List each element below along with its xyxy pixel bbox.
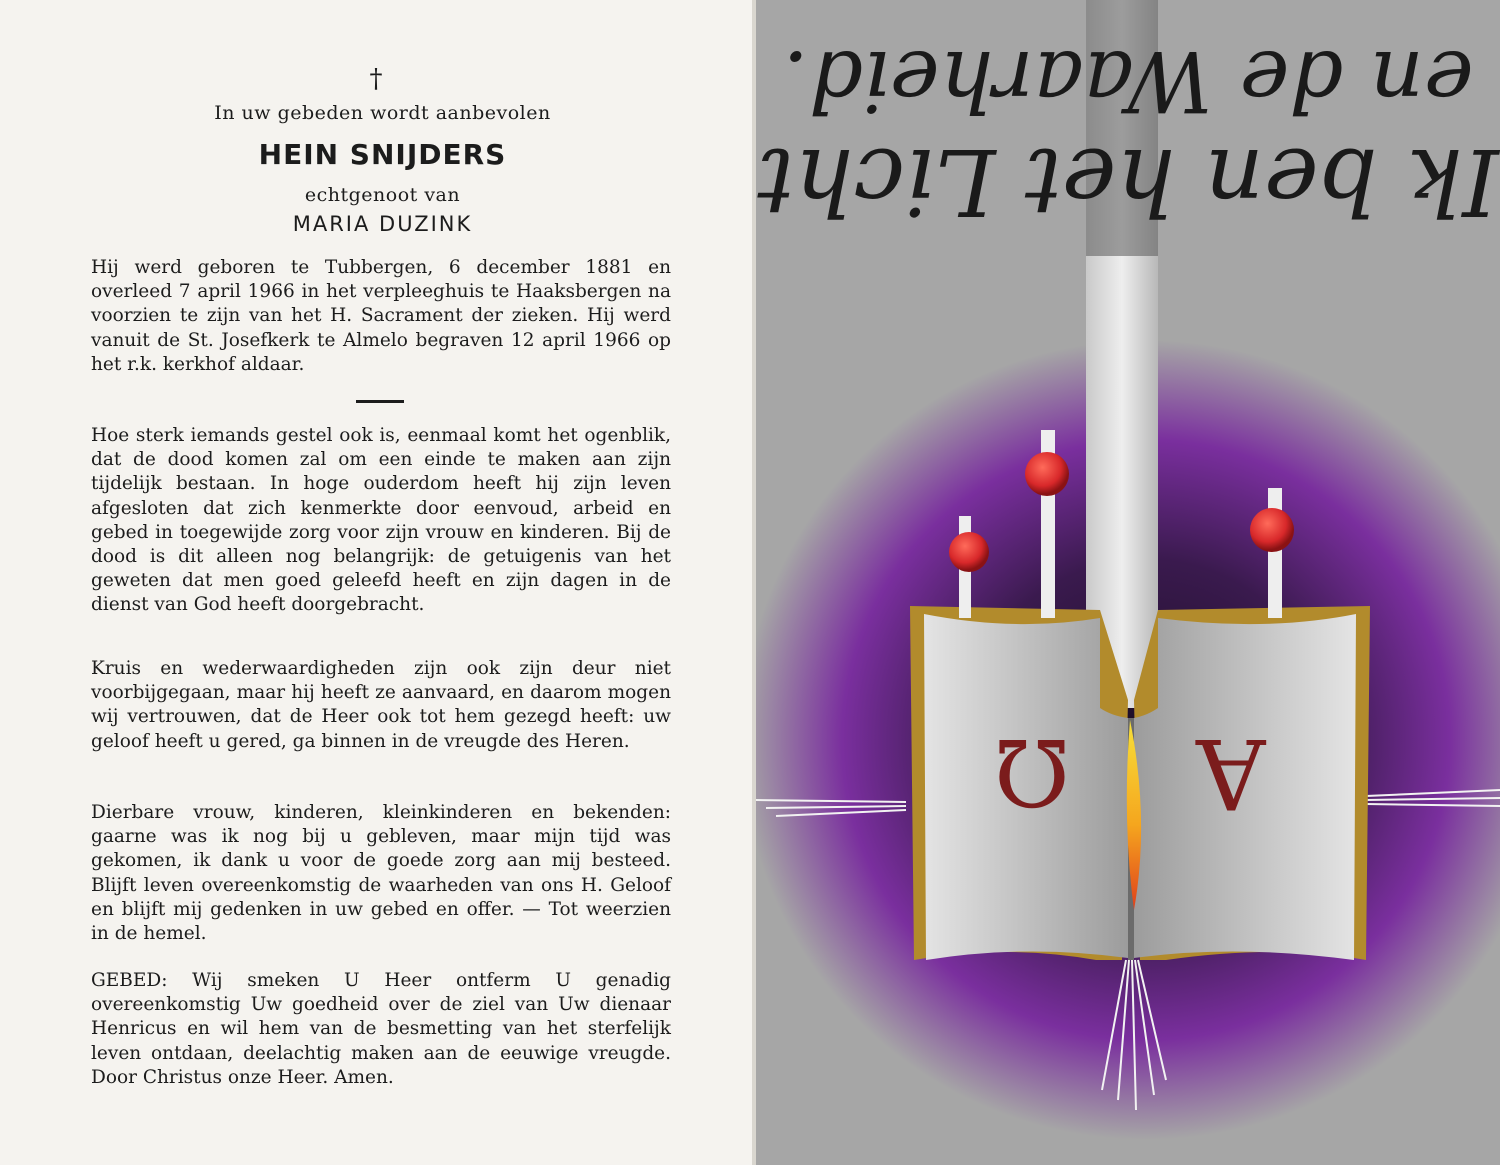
faith-paragraph: Kruis en wederwaardigheden zijn ook zijn deur niet voorbijgegaan, maar hij heeft ze aanvaard, en daarom mogen wij vertrouwen, dat de Heer ook tot hem gezegd heeft: uw geloof heeft u gered, ga binnen in de vreugde des Heren.: [91, 658, 671, 752]
motto-line-2: en de Waarheid.: [782, 32, 1474, 130]
spouse-label: echtgenoot van: [304, 184, 461, 206]
reflection-paragraph: Hoe sterk iemands gestel ook is, eenmaal komt het ogenblik, dat de dood komen zal om een einde te maken aan zijn tijdelijk bestaan. In hoge ouderdom heeft hij zijn leven afgesloten dat zich kenmerkte door eenvoud, arbeid en gebed in toegewijde zorg voor zijn vrouw en kinderen. Bij de dood is dit alleen nog belangrijk: de getuigenis van het geweten dat men goed geleefd heeft en zijn dagen in de dienst van God heeft doorgebracht.: [91, 425, 671, 616]
devotional-illustration: [756, 0, 1500, 1165]
farewell-paragraph: Dierbare vrouw, kinderen, kleinkinderen en bekenden: gaarne was ik nog bij u gebleven, maar mijn tijd was gekomen, ik dank u voor de goede zorg aan mij besteed. Blijft leven overeenkomstig de waarheden van ons H. Geloof en blijft mij gedenken in uw gebed en offer. — Tot weerzien in de hemel.: [91, 802, 671, 945]
divider: [356, 400, 404, 403]
cross-icon: †: [369, 64, 383, 94]
illustration-page: [756, 0, 1500, 1165]
alpha-letter: A: [1196, 717, 1266, 829]
prayer-paragraph: GEBED: Wij smeken U Heer ontferm U genadig overeenkomstig Uw goedheid over de ziel van Uw dienaar Henricus en wil hem van de besmetting van het sterfelijk leven ontdaan, deelachtig maken aan de eeuwige vreugde. Door Christus onze Heer. Amen.: [91, 970, 671, 1088]
intro-line: In uw gebeden wordt aanbevolen: [214, 102, 551, 124]
motto-line-1: Ik ben het Licht: [757, 128, 1499, 235]
motto: [756, 32, 1500, 235]
biography-paragraph: Hij werd geboren te Tubbergen, 6 december 1881 en overleed 7 april 1966 in het verpleeghuis te Haaksbergen na voorzien te zijn van het H. Sacrament der zieken. Hij werd vanuit de St. Josefkerk te Almelo begraven 12 april 1966 op het r.k. kerkhof aldaar.: [91, 257, 671, 375]
deceased-name: HEIN SNIJDERS: [258, 138, 507, 171]
omega-letter: Ω: [993, 718, 1071, 825]
spouse-name: MARIA DUZINK: [292, 212, 473, 236]
